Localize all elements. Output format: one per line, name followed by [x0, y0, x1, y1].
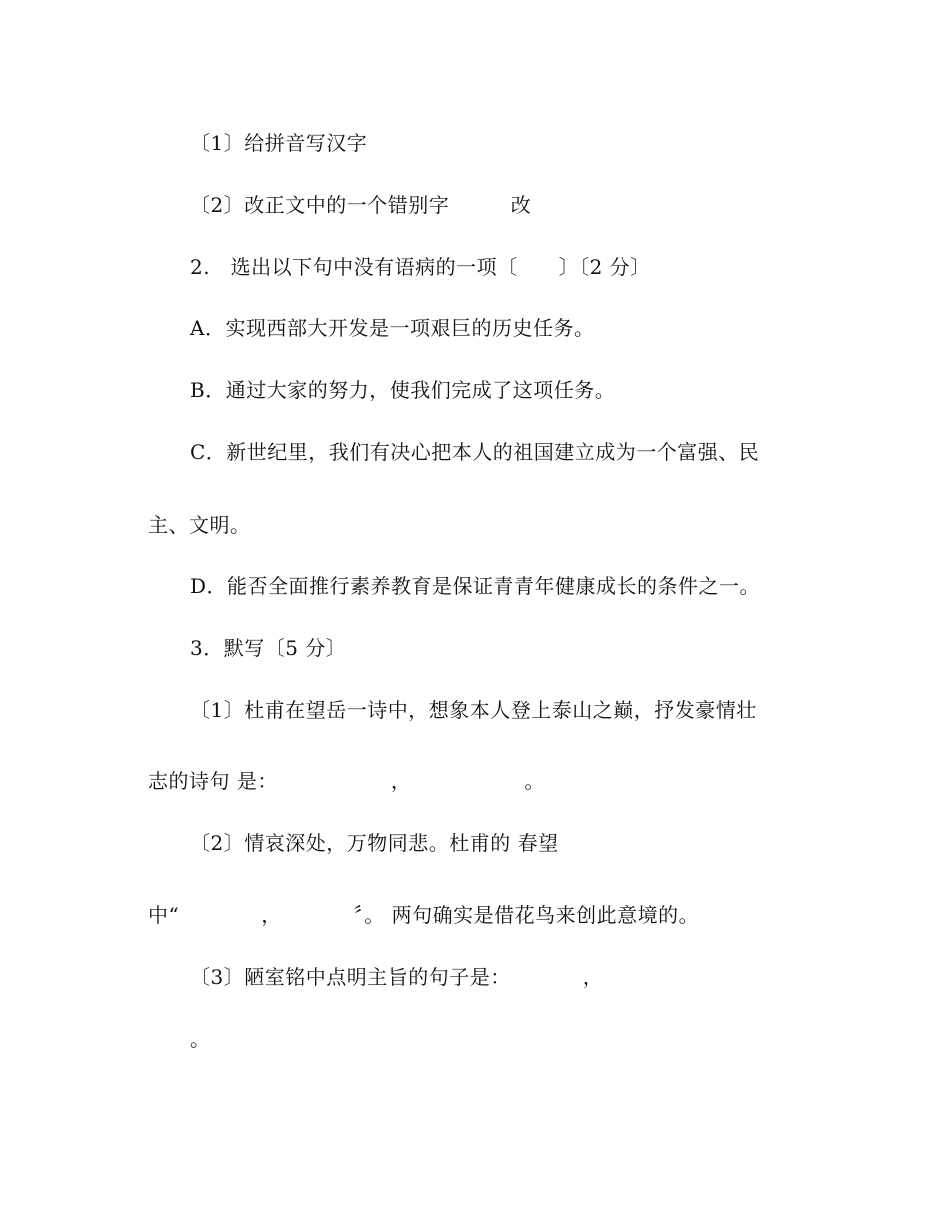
question-3-1-text: 〔1〕杜甫在望岳一诗中，想象本人登上泰山之巅，抒发豪情壮	[190, 698, 757, 722]
option-a-text: A．实现西部大开发是一项艰巨的历史任务。	[190, 316, 595, 340]
question-3-3-continuation: 。	[190, 1027, 211, 1051]
question-1-2-text: 〔2〕改正文中的一个错别字 改	[190, 193, 532, 217]
question-2-heading: 2. 选出以下句中没有语病的一项〔 〕〔2 分〕	[190, 255, 651, 279]
question-3-1-continuation: 志的诗句 是： ， 。	[148, 769, 545, 793]
option-b-text: B．通过大家的努力，使我们完成了这项任务。	[190, 378, 616, 402]
question-3-2-text: 〔2〕情哀深处，万物同悲。杜甫的 春望	[190, 831, 559, 855]
question-3-3-text: 〔3〕陋室铭中点明主旨的句子是： ，	[190, 965, 604, 989]
option-c-continuation: 主、文明。	[148, 513, 251, 537]
question-3-heading: 3．默写〔5 分〕	[190, 636, 347, 660]
option-c-text: C．新世纪里，我们有决心把本人的祖国建立成为一个富强、民	[190, 440, 760, 464]
question-3-2-continuation: 中“ ， 〞。 两句确实是借花鸟来创此意境的。	[148, 903, 700, 927]
option-d-text: D．能否全面推行素养教育是保证青青年健康成长的条件之一。	[190, 574, 761, 598]
question-1-1-text: 〔1〕给拼音写汉字	[190, 131, 368, 155]
